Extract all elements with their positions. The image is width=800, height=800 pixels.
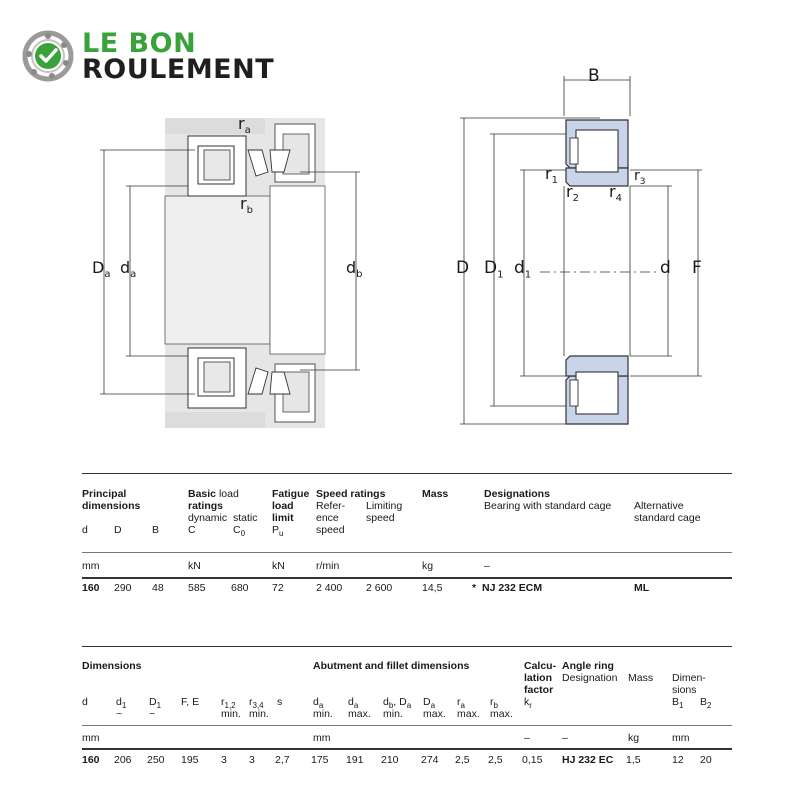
t2-unit-kg: kg xyxy=(628,732,640,744)
t2-h-factor: factor xyxy=(524,684,554,696)
label-B: B xyxy=(588,66,600,86)
t2-col-da-min: $d_a$ xyxy=(313,696,324,711)
t1-units-rule xyxy=(82,552,732,553)
t1-cell-C: 585 xyxy=(188,582,206,594)
t1-unit-kg: kg xyxy=(422,560,434,572)
t1-unit-rmin: r/min xyxy=(316,560,340,572)
t1-col-D: D xyxy=(114,524,122,536)
t1-col-B: B xyxy=(152,524,160,536)
t2-unit-dash1: – xyxy=(524,732,530,744)
t1-h-mass: Mass xyxy=(422,488,449,500)
t2-cell-rb-max: 2,5 xyxy=(488,754,503,766)
t1-cell-mass: 14,5 xyxy=(422,582,443,594)
t1-cell-lim-speed: 2 600 xyxy=(366,582,393,594)
t1-row-rule xyxy=(82,577,732,579)
t1-unit-kN2: kN xyxy=(272,560,285,572)
t1-h-fload: load xyxy=(272,500,294,512)
label-r4: $r_4$ xyxy=(609,182,622,205)
t2-col-r34-min: min. xyxy=(249,708,269,720)
t1-cell-ref-speed: 2 400 xyxy=(316,582,343,594)
t1-cell-C0: 680 xyxy=(231,582,249,594)
t2-col-B2: $B_2$ xyxy=(700,696,712,711)
t2-col-da-max-lbl: max. xyxy=(348,708,371,720)
t2-h-angle: Angle ring xyxy=(562,660,614,672)
t1-h-basic: Basic load xyxy=(188,488,239,500)
bearing-section xyxy=(460,76,702,424)
t1-cell-Pu: 72 xyxy=(272,582,284,594)
t2-h-dimensions: Dimensions xyxy=(82,660,142,672)
t2-col-kr: $k_r$ xyxy=(524,696,532,711)
t1-h-limit: limit xyxy=(272,512,294,524)
t2-h-abutment: Abutment and fillet dimensions xyxy=(313,660,470,672)
t1-h-ence: ence xyxy=(316,512,339,524)
t1-h-static: static xyxy=(233,512,258,524)
t2-col-d1: $d_1$ xyxy=(116,696,127,711)
t1-h-speed: Speed ratings xyxy=(316,488,386,500)
t2-cell-B1: 12 xyxy=(672,754,684,766)
t1-col-Pu: $P_u$ xyxy=(272,524,284,539)
t1-h-ratings: ratings xyxy=(188,500,224,512)
t1-unit-kN: kN xyxy=(188,560,201,572)
t2-col-D1-tilde: ~ xyxy=(149,708,156,720)
t2-col-dbDa-min: min. xyxy=(383,708,403,720)
t1-h-fatigue: Fatigue xyxy=(272,488,310,500)
t2-cell-d: 160 xyxy=(82,754,100,766)
label-Da: $D_a$ xyxy=(92,258,111,281)
t2-unit-mm2: mm xyxy=(313,732,331,744)
label-D1: $D_1$ xyxy=(484,258,504,281)
t2-col-dbDa: $d_b$, $D_a$ xyxy=(383,696,412,711)
t1-h-refer: Refer- xyxy=(316,500,346,512)
label-r2: $r_2$ xyxy=(566,182,579,205)
table1-top-rule xyxy=(82,473,732,474)
t1-col-C: C xyxy=(188,524,196,536)
t1-h-alternative: Alternative xyxy=(634,500,684,512)
t2-col-rb: $r_b$ xyxy=(490,696,498,711)
t2-cell-d1: 206 xyxy=(114,754,132,766)
t2-col-D1: $D_1$ xyxy=(149,696,162,711)
t2-col-da-min-lbl: min. xyxy=(313,708,333,720)
t2-col-r12-min: min. xyxy=(221,708,241,720)
label-r3: $r_3$ xyxy=(634,168,646,187)
t2-col-d: d xyxy=(82,696,88,708)
t2-unit-mm3: mm xyxy=(672,732,690,744)
t2-cell-FE: 195 xyxy=(181,754,199,766)
label-rb: $r_b$ xyxy=(240,194,253,217)
t2-col-Da-max: max. xyxy=(423,708,446,720)
t1-h-std-cage: standard cage xyxy=(634,512,701,524)
t2-h-lation: lation xyxy=(524,672,552,684)
t2-h-dimen: Dimen- xyxy=(672,672,706,684)
t2-col-r12: $r_{1,2}$ xyxy=(221,696,236,711)
t2-col-r34: $r_{3,4}$ xyxy=(249,696,264,711)
t1-cell-d: 160 xyxy=(82,582,100,594)
label-F: F xyxy=(692,258,702,278)
label-ra: $r_a$ xyxy=(238,114,251,137)
t1-cell-B: 48 xyxy=(152,582,164,594)
t2-h-mass: Mass xyxy=(628,672,654,684)
table2-top-rule xyxy=(82,646,732,647)
t1-h-rspeed: speed xyxy=(316,524,345,536)
t2-h-sions: sions xyxy=(672,684,697,696)
t1-h-principal: Principal xyxy=(82,488,127,500)
t2-h-calcu: Calcu- xyxy=(524,660,557,672)
t2-col-d1-tilde: ~ xyxy=(116,708,123,720)
t1-h-lspeed: speed xyxy=(366,512,395,524)
t2-h-designation: Designation xyxy=(562,672,618,684)
t1-h-bearing-std: Bearing with standard cage xyxy=(484,500,612,512)
label-d1: $d_1$ xyxy=(514,258,532,281)
t2-col-FE: F, E xyxy=(181,696,200,708)
t2-col-rb-max: max. xyxy=(490,708,513,720)
t2-cell-B2: 20 xyxy=(700,754,712,766)
label-D: D xyxy=(456,258,470,278)
t1-cell-star: * xyxy=(472,582,477,594)
logo-line-2: ROULEMENT xyxy=(82,54,275,85)
t2-cell-da-min: 175 xyxy=(311,754,329,766)
t2-cell-kr: 0,15 xyxy=(522,754,543,766)
t2-col-B1: $B_1$ xyxy=(672,696,684,711)
t2-col-da-max: $d_a$ xyxy=(348,696,359,711)
t1-cell-designation: NJ 232 ECM xyxy=(482,582,543,594)
t2-row-rule xyxy=(82,748,732,750)
logo-line-1: LE BON xyxy=(82,28,197,59)
t2-cell-ra-max: 2,5 xyxy=(455,754,470,766)
t1-h-dimensions: dimensions xyxy=(82,500,141,512)
label-da: $d_a$ xyxy=(120,258,137,281)
label-d: d xyxy=(660,258,671,278)
t2-cell-s: 2,7 xyxy=(275,754,290,766)
t1-unit-mm: mm xyxy=(82,560,100,572)
t1-h-designations: Designations xyxy=(484,488,550,500)
t2-col-s: s xyxy=(277,696,283,708)
t1-h-limiting: Limiting xyxy=(366,500,403,512)
t2-cell-da-max: 191 xyxy=(346,754,364,766)
t1-unit-dash: – xyxy=(484,560,490,572)
label-r1: $r_1$ xyxy=(545,164,558,187)
t2-col-ra: $r_a$ xyxy=(457,696,465,711)
t2-cell-Da-max: 274 xyxy=(421,754,439,766)
t2-unit-mm: mm xyxy=(82,732,100,744)
t2-cell-r12: 3 xyxy=(221,754,227,766)
t2-cell-D1: 250 xyxy=(147,754,165,766)
t1-h-dynamic: dynamic xyxy=(188,512,228,524)
t2-col-Da: $D_a$ xyxy=(423,696,436,711)
t2-cell-dbDa-min: 210 xyxy=(381,754,399,766)
label-db: $d_b$ xyxy=(346,258,363,281)
t2-unit-dash2: – xyxy=(562,732,568,744)
t1-cell-alt: ML xyxy=(634,582,650,594)
t2-col-ra-max: max. xyxy=(457,708,480,720)
t1-col-d: d xyxy=(82,524,88,536)
t1-cell-D: 290 xyxy=(114,582,132,594)
t2-cell-mass: 1,5 xyxy=(626,754,641,766)
mounting-drawing xyxy=(100,114,360,428)
t2-units-rule xyxy=(82,725,732,726)
t1-col-C0: $C_0$ xyxy=(233,524,246,539)
t2-cell-designation: HJ 232 EC xyxy=(562,754,614,766)
t2-cell-r34: 3 xyxy=(249,754,255,766)
